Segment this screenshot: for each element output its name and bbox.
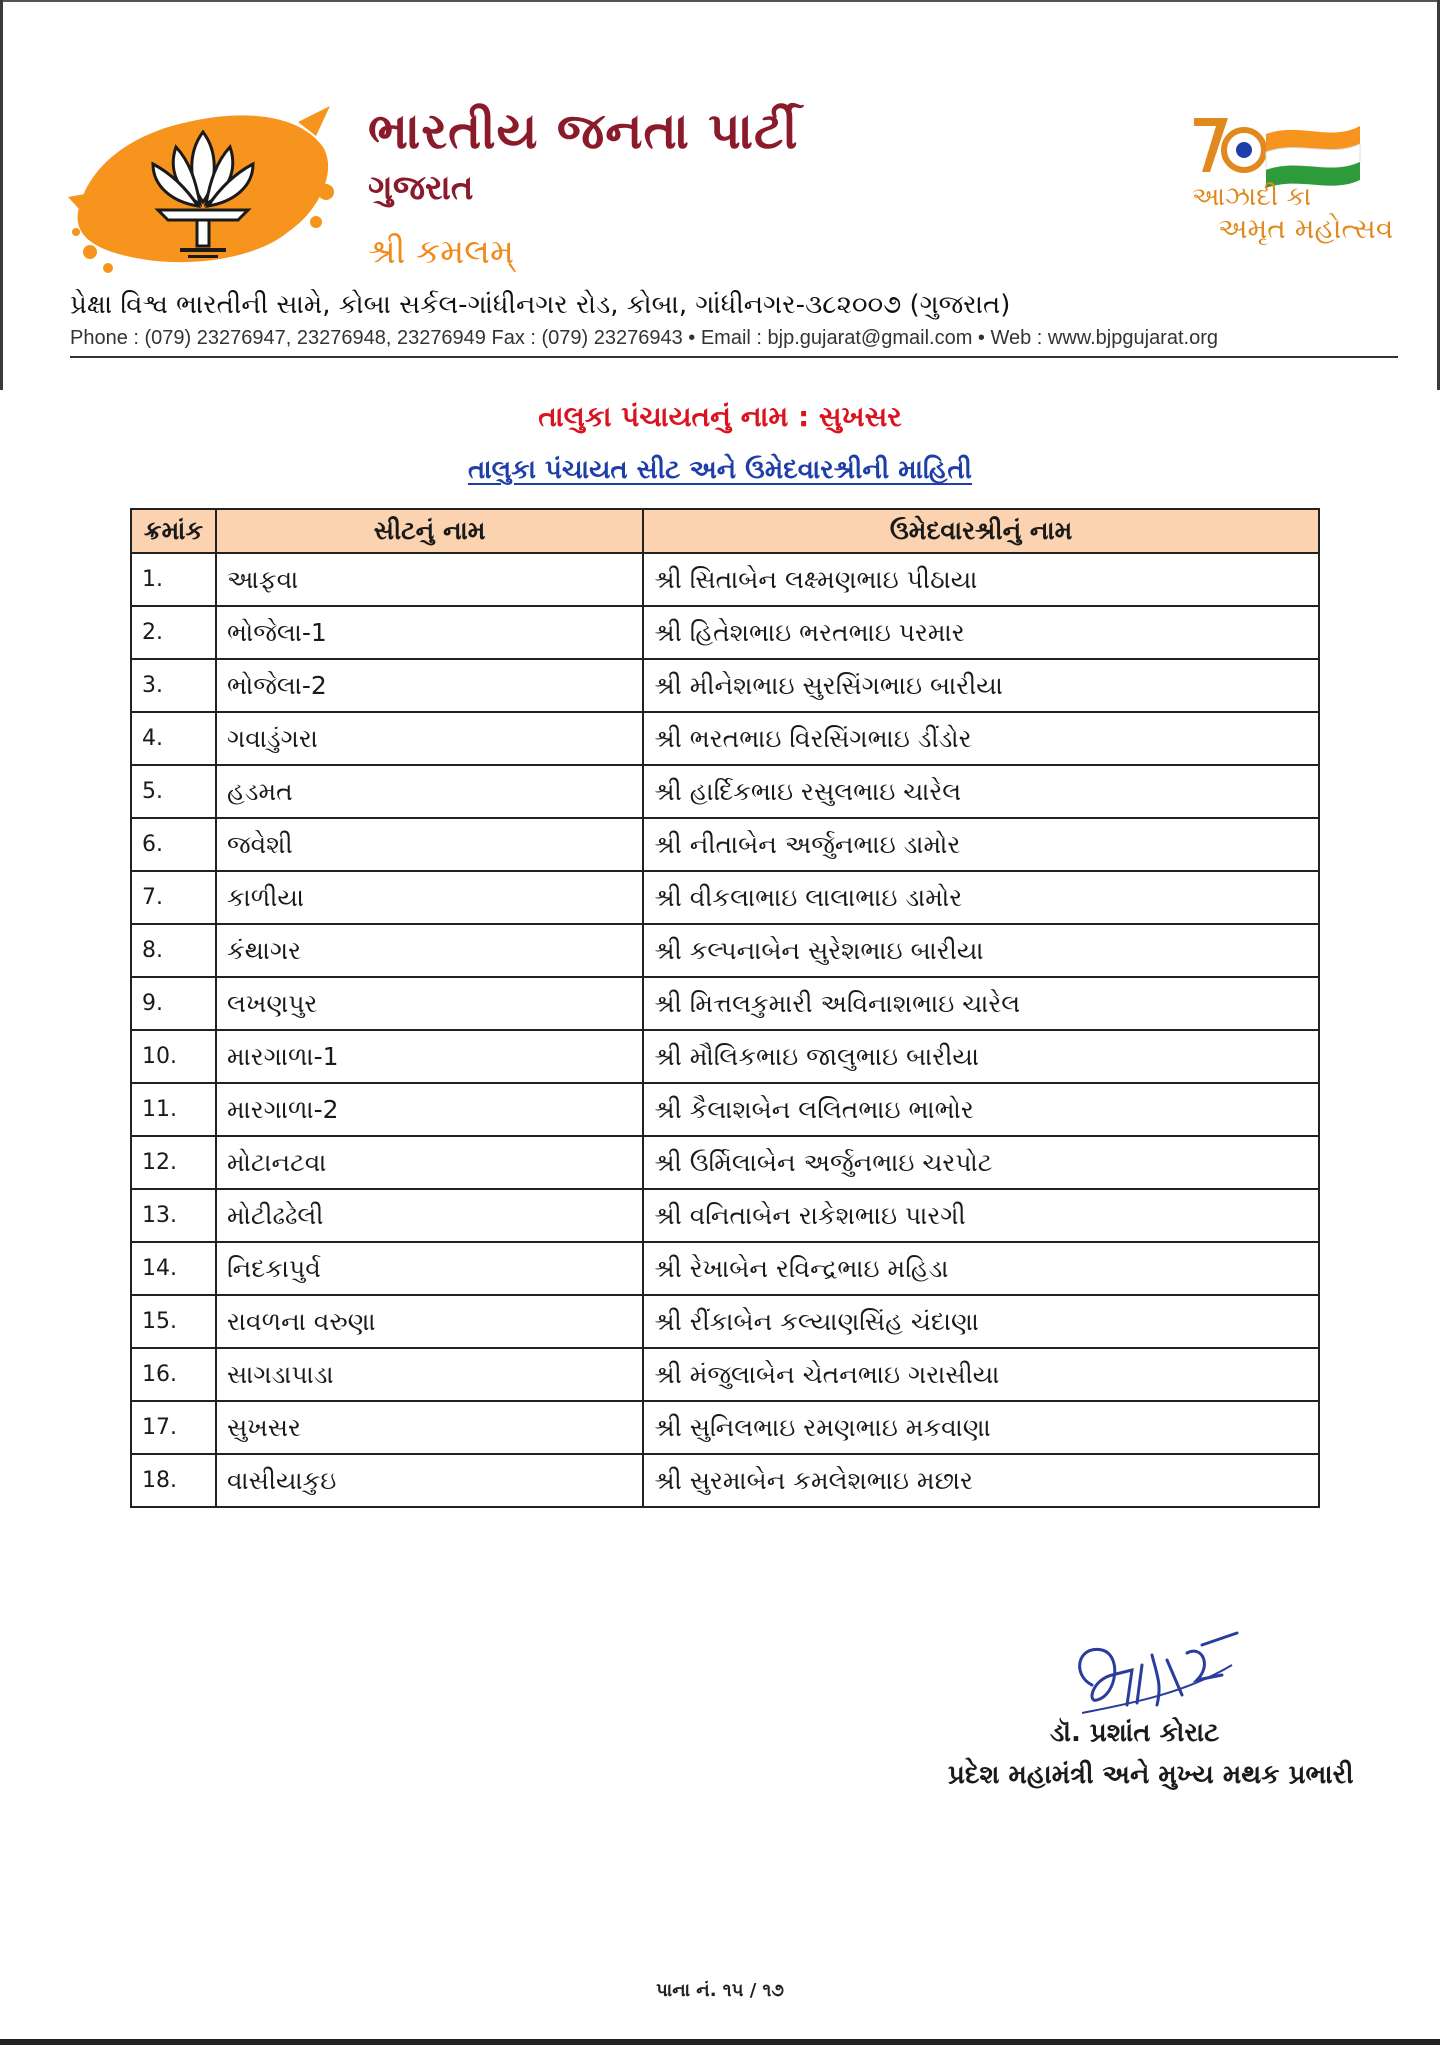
candidate-cell: શ્રી કલ્પનાબેન સુરેશભાઇ બારીયા [643,924,1319,977]
seat-cell: જવેશી [216,818,643,871]
seat-cell: મારગાળા-2 [216,1083,643,1136]
serial-cell: 7. [131,871,216,924]
state-name: ગુજરાત [368,168,474,208]
table-header-row [131,509,1319,553]
candidate-cell: શ્રી વનિતાબેન રાકેશભાઇ પારગી [643,1189,1319,1242]
serial-cell: 3. [131,659,216,712]
seat-cell: મોટીઢઢેલી [216,1189,643,1242]
seat-cell: કાળીયા [216,871,643,924]
table-row [131,1348,1319,1401]
candidate-cell: શ્રી કૈલાશબેન લલિતભાઇ ભાભોર [643,1083,1319,1136]
list-subtitle-text: તાલુકા પંચાયત સીટ અને ઉમેદવારશ્રીની માહિતી [467,455,972,485]
letterhead-divider [70,356,1398,358]
candidate-cell: શ્રી હિતેશભાઇ ભરતભાઇ પરમાર [643,606,1319,659]
table-row [131,871,1319,924]
serial-cell: 16. [131,1348,216,1401]
serial-cell: 13. [131,1189,216,1242]
candidate-cell: શ્રી નીતાબેન અર્જુનભાઇ ડામોર [643,818,1319,871]
serial-cell: 5. [131,765,216,818]
seat-cell: કંથાગર [216,924,643,977]
table-row [131,1136,1319,1189]
table-row [131,1454,1319,1507]
serial-cell: 12. [131,1136,216,1189]
table-row [131,924,1319,977]
seat-cell: આફવા [216,553,643,606]
table-row [131,1295,1319,1348]
candidate-cell: શ્રી ભરતભાઇ વિરસિંગભાઇ ડીંડોર [643,712,1319,765]
header-serial: ક્રમાંક [131,509,216,553]
seat-cell: હડમત [216,765,643,818]
serial-cell: 18. [131,1454,216,1507]
table-row [131,1401,1319,1454]
page-border-bottom [0,2039,1440,2045]
candidate-cell: શ્રી મૌલિકભાઇ જાલુભાઇ બારીયા [643,1030,1319,1083]
header-candidate-name: ઉમેદવારશ્રીનું નામ [643,509,1319,553]
candidate-table [130,508,1320,1508]
serial-cell: 10. [131,1030,216,1083]
candidate-cell: શ્રી રીંકાબેન કલ્યાણસિંહ ચંદાણા [643,1295,1319,1348]
serial-cell: 2. [131,606,216,659]
seat-cell: મોટાનટવા [216,1136,643,1189]
seat-cell: ગવાડુંગરા [216,712,643,765]
seat-cell: ભોજેલા-1 [216,606,643,659]
table-row [131,1083,1319,1136]
seat-cell: લખણપુર [216,977,643,1030]
candidate-cell: શ્રી રેખાબેન રવિન્દ્રભાઇ મહિડા [643,1242,1319,1295]
candidate-cell: શ્રી મિત્તલકુમારી અવિનાશભાઇ ચારેલ [643,977,1319,1030]
office-address: પ્રેક્ષા વિશ્વ ભારતીની સામે, કોબા સર્કલ-ગાંધીનગર રોડ, કોબા, ગાંધીનગર-૩૮૨૦૦૭ (ગુજરાત) [70,290,1011,320]
serial-cell: 6. [131,818,216,871]
bjp-lotus-logo-icon [68,92,338,282]
table-row [131,659,1319,712]
candidate-cell: શ્રી મીનેશભાઇ સુરસિંગભાઇ બારીયા [643,659,1319,712]
page-border-left [0,0,3,390]
seat-cell: સાગડાપાડા [216,1348,643,1401]
serial-cell: 17. [131,1401,216,1454]
list-subtitle [0,455,1440,486]
panchayat-name-heading: તાલુકા પંચાયતનું નામ : સુખસર [538,400,902,433]
table-row [131,1030,1319,1083]
serial-cell: 14. [131,1242,216,1295]
seat-cell: વાસીયાકુઇ [216,1454,643,1507]
candidate-cell: શ્રી વીકલાભાઇ લાલાભાઇ ડામોર [643,871,1319,924]
serial-cell: 11. [131,1083,216,1136]
seat-cell: સુખસર [216,1401,643,1454]
serial-cell: 15. [131,1295,216,1348]
page-border-top [0,0,1440,10]
table-row [131,1189,1319,1242]
contact-details: Phone : (079) 23276947, 23276948, 23276949 Fax : (079) 23276943 • Email : bjp.gujarat@gmail.com • Web : www.bjpgujarat.org [70,327,1218,349]
table-row [131,606,1319,659]
page-number: પાના નં. ૧૫ / ૧૭ [656,1980,784,2001]
party-name: ભારતીય જનતા પાર્ટી [368,102,799,160]
candidate-cell: શ્રી સુરમાબેન કમલેશભાઇ મછાર [643,1454,1319,1507]
table-row [131,977,1319,1030]
office-name: શ્રી કમલમ્ [368,232,514,272]
header-seat-name: સીટનું નામ [216,509,643,553]
candidate-cell: શ્રી સિતાબેન લક્ષ્મણભાઇ પીઠાયા [643,553,1319,606]
table-row [131,712,1319,765]
azadi-text-line2: અમૃત મહોત્સવ [1218,212,1394,245]
serial-cell: 1. [131,553,216,606]
serial-cell: 9. [131,977,216,1030]
candidate-cell: શ્રી સુનિલભાઇ રમણભાઇ મકવાણા [643,1401,1319,1454]
table-row [131,818,1319,871]
table-row [131,765,1319,818]
seat-cell: મારગાળા-1 [216,1030,643,1083]
serial-cell: 8. [131,924,216,977]
table-row [131,1242,1319,1295]
serial-cell: 4. [131,712,216,765]
candidate-cell: શ્રી હાર્દિકભાઇ રસુલભાઇ ચારેલ [643,765,1319,818]
seat-cell: નિદકાપુર્વ [216,1242,643,1295]
table-row [131,553,1319,606]
signer-title: પ્રદેશ મહામંત્રી અને મુખ્ય મથક પ્રભારી [948,1760,1354,1790]
seat-cell: રાવળના વરુણા [216,1295,643,1348]
candidate-cell: શ્રી ઉર્મિલાબેન અર્જુનભાઇ ચરપોટ [643,1136,1319,1189]
signer-name: ડૉ. પ્રશાંત કોરાટ [1050,1718,1220,1748]
candidate-cell: શ્રી મંજુલાબેન ચેતનભાઇ ગરાસીયા [643,1348,1319,1401]
seat-cell: ભોજેલા-2 [216,659,643,712]
azadi-text-line1: આઝાદી કા [1192,182,1312,212]
